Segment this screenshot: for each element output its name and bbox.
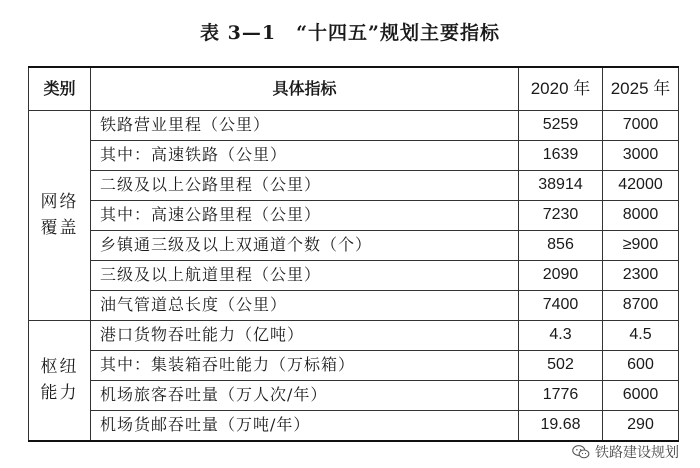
indicator-cell: 其中：高速铁路（公里） (91, 141, 519, 171)
value-2025-cell: 42000 (603, 171, 679, 201)
table-row (29, 171, 679, 201)
category-label: 枢纽 (40, 357, 79, 377)
value-2020-cell: 5259 (519, 111, 603, 141)
indicator-cell: 三级及以上航道里程（公里） (91, 261, 519, 291)
indicator-cell: 港口货物吞吐能力（亿吨） (91, 321, 519, 351)
indicator-cell: 其中：集装箱吞吐能力（万标箱） (91, 351, 519, 381)
indicators-table (28, 66, 679, 442)
value-2025-cell: 290 (603, 411, 679, 442)
value-2020-cell: 856 (519, 231, 603, 261)
indicator-cell: 乡镇通三级及以上双通道个数（个） (91, 231, 519, 261)
wechat-icon (572, 444, 590, 460)
header-category: 类别 (29, 67, 91, 111)
table-caption: 表 3—1 “十四五”规划主要指标 (200, 22, 500, 44)
value-2020-cell: 1776 (519, 381, 603, 411)
table-row (29, 291, 679, 321)
indicator-cell: 铁路营业里程（公里） (91, 111, 519, 141)
value-2020-cell: 38914 (519, 171, 603, 201)
watermark-text: 铁路建设规划 (595, 445, 679, 461)
value-2020-cell: 502 (519, 351, 603, 381)
value-2025-cell: 4.5 (603, 321, 679, 351)
header-row (29, 67, 679, 111)
indicator-cell: 二级及以上公路里程（公里） (91, 171, 519, 201)
value-2020-cell: 2090 (519, 261, 603, 291)
value-2025-cell: 8000 (603, 201, 679, 231)
header-2020: 2020 年 (519, 67, 603, 111)
table-row (29, 231, 679, 261)
header-indicator: 具体指标 (91, 67, 519, 111)
value-2020-cell: 7400 (519, 291, 603, 321)
table-row (29, 111, 679, 141)
table-row (29, 321, 679, 351)
table-row (29, 261, 679, 291)
indicator-cell: 机场旅客吞吐量（万人次/年） (91, 381, 519, 411)
value-2025-cell: 7000 (603, 111, 679, 141)
value-2020-cell: 1639 (519, 141, 603, 171)
value-2020-cell: 7230 (519, 201, 603, 231)
watermark (569, 442, 682, 462)
table-row (29, 411, 679, 442)
value-2020-cell: 4.3 (519, 321, 603, 351)
value-2025-cell: ≥900 (603, 231, 679, 261)
header-2025: 2025 年 (603, 67, 679, 111)
value-2025-cell: 6000 (603, 381, 679, 411)
table-row (29, 141, 679, 171)
value-2025-cell: 600 (603, 351, 679, 381)
category-cell-network (29, 111, 91, 321)
indicator-cell: 机场货邮吞吐量（万吨/年） (91, 411, 519, 442)
value-2020-cell: 19.68 (519, 411, 603, 442)
indicator-cell: 油气管道总长度（公里） (91, 291, 519, 321)
category-label: 能力 (40, 382, 79, 403)
table-row (29, 351, 679, 381)
category-label: 覆盖 (40, 217, 79, 238)
table-row (29, 381, 679, 411)
value-2025-cell: 2300 (603, 261, 679, 291)
category-cell-hub (29, 321, 91, 442)
category-label: 网络 (40, 192, 79, 212)
value-2025-cell: 3000 (603, 141, 679, 171)
table-row (29, 201, 679, 231)
indicator-cell: 其中：高速公路里程（公里） (91, 201, 519, 231)
value-2025-cell: 8700 (603, 291, 679, 321)
